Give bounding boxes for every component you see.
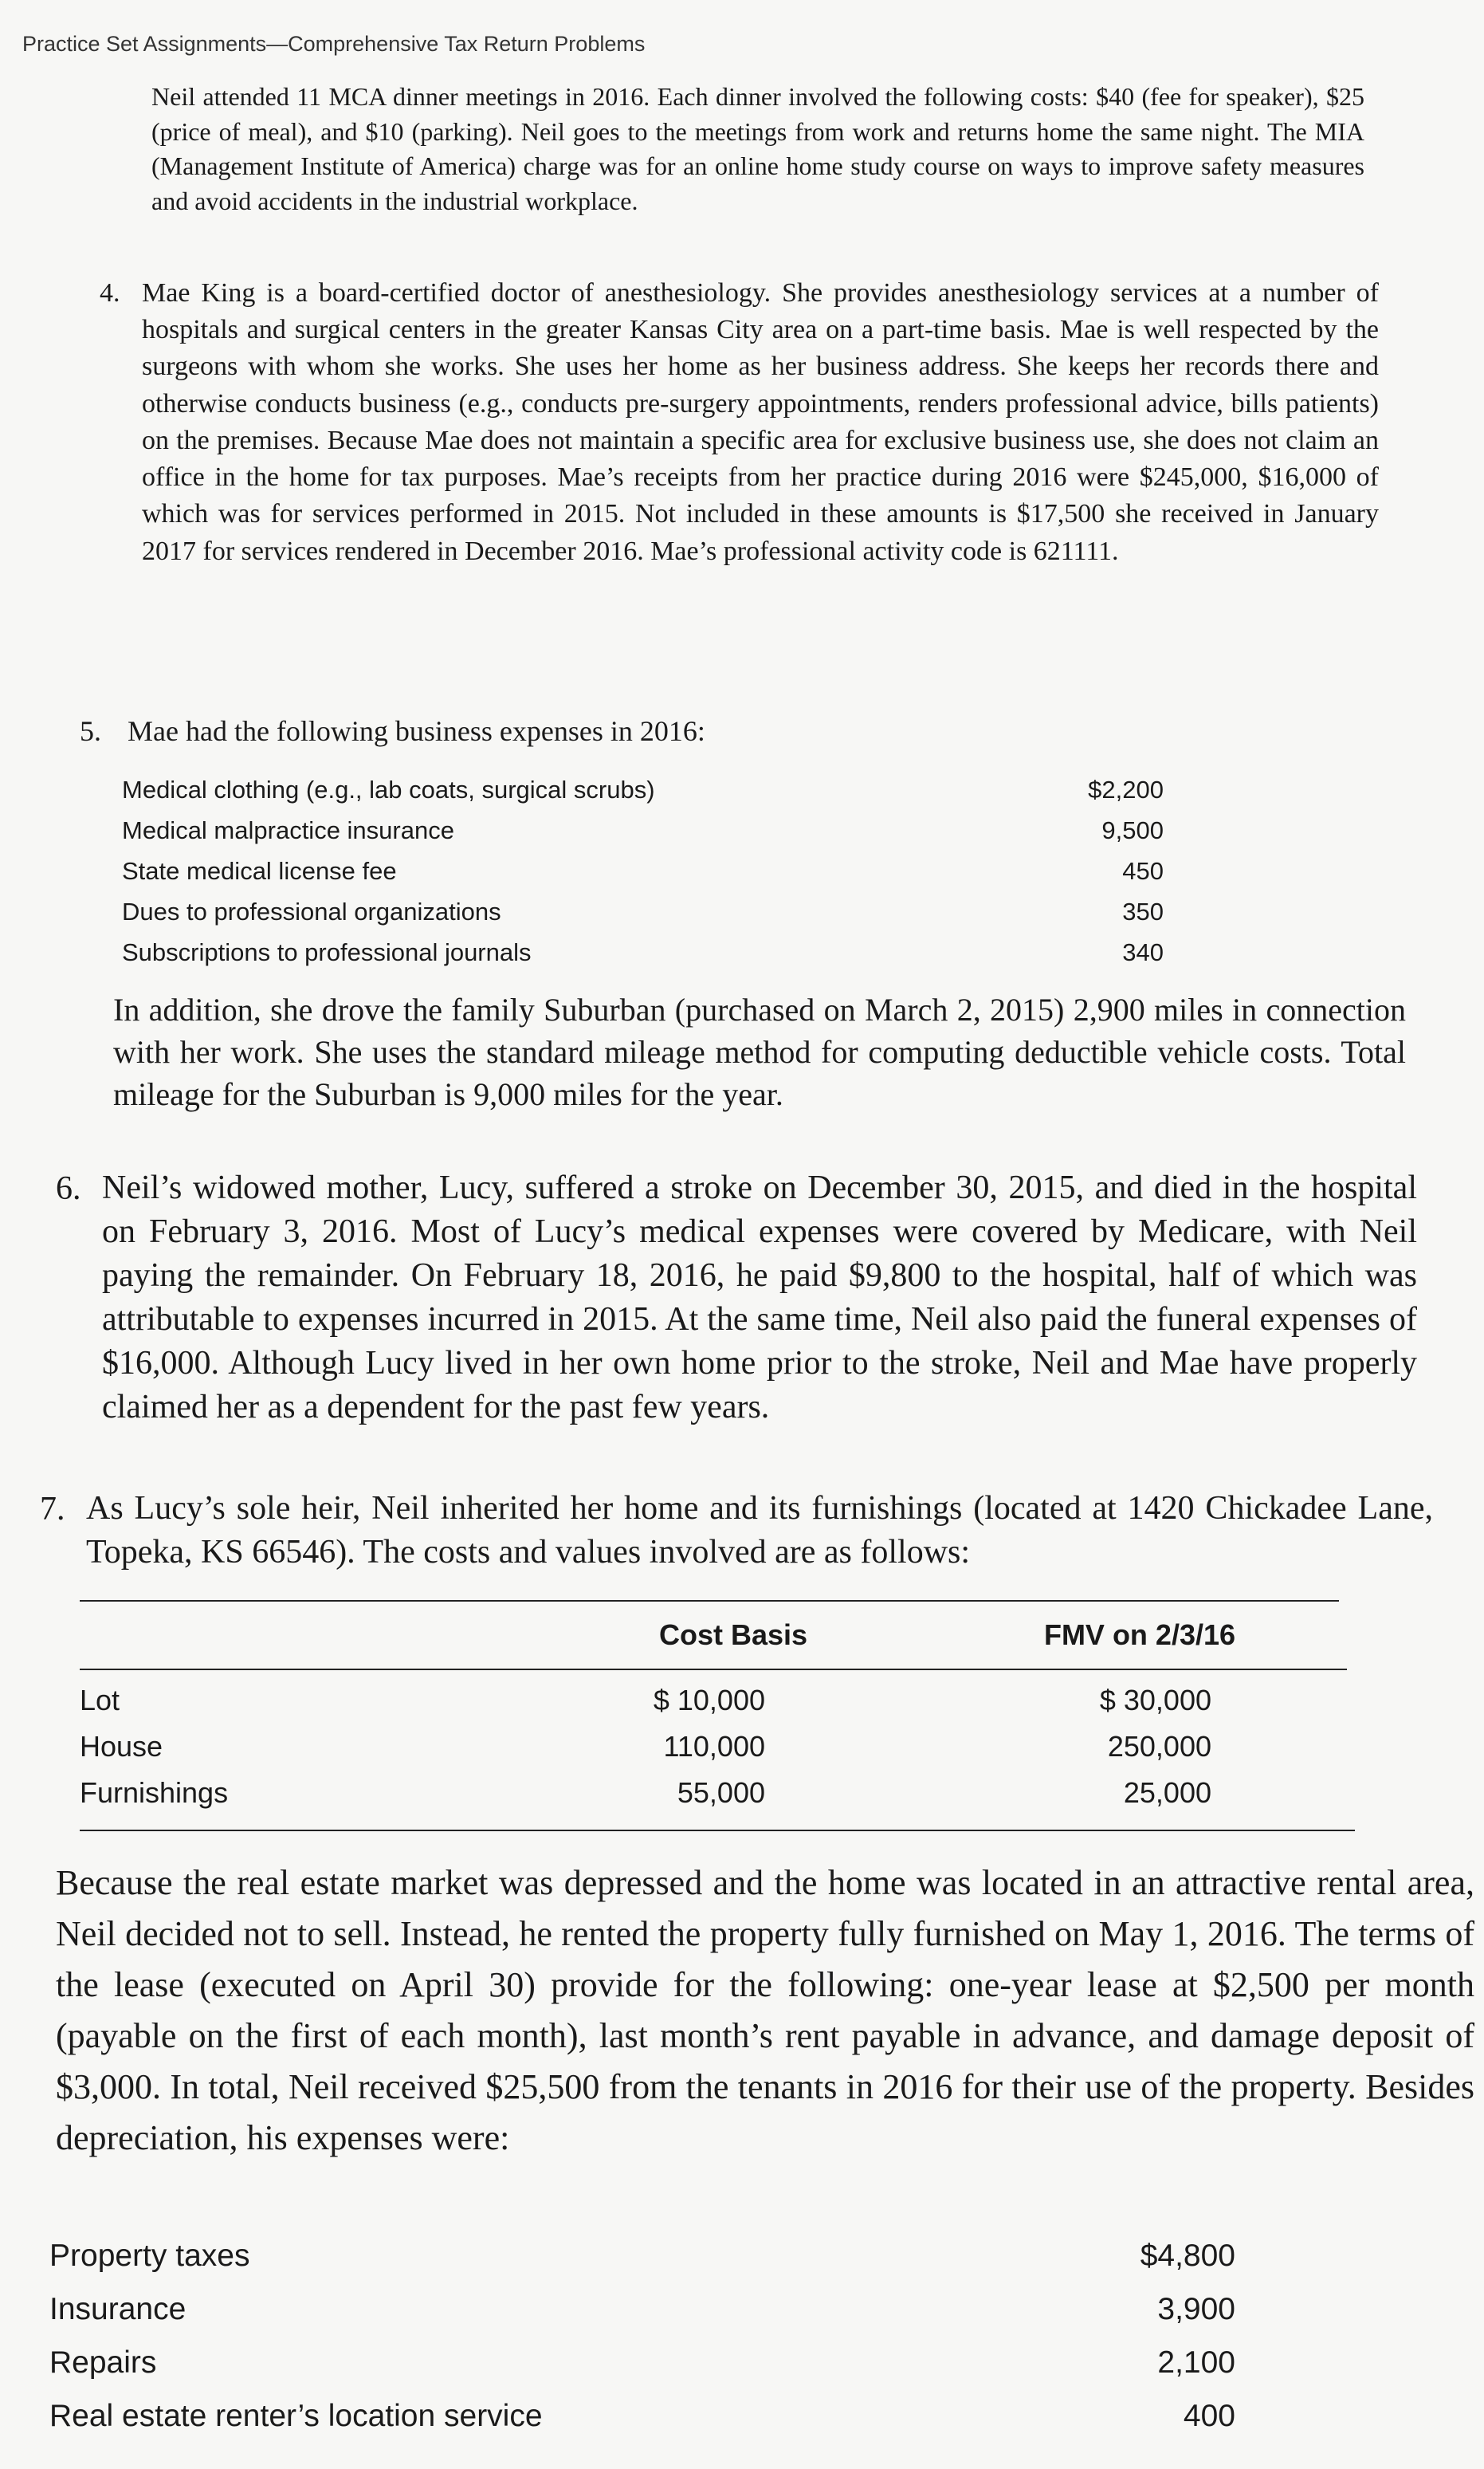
paragraph-neil-dinner: Neil attended 11 MCA dinner meetings in 2016. Each dinner involved the following costs: $40 (fee for speaker), $25 (price of meal), and $10 (parking). Neil goes to the meetings from work and returns home the same night. The MIA (Management Institute of America) charge was for an online home study course on ways to improve safety measures and avoid accidents in the industrial workplace. <box>151 82 1364 215</box>
expense-amount: 350 <box>1122 898 1164 926</box>
table-cell-fmv: $ 30,000 <box>1099 1684 1211 1716</box>
expense-amount: 9,500 <box>1101 816 1164 844</box>
table-cell-fmv: 250,000 <box>1107 1730 1211 1763</box>
table-cell-cost: 55,000 <box>677 1776 765 1809</box>
item-5-intro: Mae had the following business expenses in 2016: <box>128 715 705 747</box>
expense-label: Dues to professional organizations <box>122 898 501 926</box>
item-6-number: 6. <box>56 1170 81 1207</box>
table-row-label: House <box>80 1730 163 1763</box>
item-7-rental-text: Because the real estate market was depressed and the home was located in an attractive rental area, Neil decided not to sell. Instead, he rented the property fully furnished on May 1, 2016. The terms of the lease (executed on April 30) provide for the following: one-year lease at $2,500 per month (payable on the first of each month), last month’s rent payable in advance, and damage deposit of $3,000. In total, Neil received $25,500 from the tenants in 2016 for their use of the property. Besides depreciation, his expenses were: <box>56 1863 1474 2158</box>
item-7-number: 7. <box>40 1491 65 1527</box>
rental-expense-amount: $4,800 <box>1140 2239 1235 2273</box>
item-7-intro: As Lucy’s sole heir, Neil inherited her home and its furnishings (located at 1420 Chickadee Lane, Topeka, KS 66546). The costs and values involved are as follows: <box>86 1490 1433 1571</box>
item-5-mileage-text: In addition, she drove the family Suburban (purchased on March 2, 2015) 2,900 miles in connection with her work. She uses the standard mileage method for computing deductible vehicle costs. Total mileage for the Suburban is 9,000 miles for the year. <box>113 992 1406 1113</box>
header-fmv: FMV on 2/3/16 <box>1043 1618 1236 1651</box>
table-cell-fmv: 25,000 <box>1123 1776 1211 1809</box>
table-cell-cost: 110,000 <box>663 1730 765 1763</box>
table-row-label: Lot <box>80 1684 120 1716</box>
rental-expense-amount: 2,100 <box>1157 2345 1235 2380</box>
expense-amount: $2,200 <box>1088 776 1164 804</box>
table-header-rule <box>80 1669 1347 1670</box>
item-5-number: 5. <box>80 715 101 747</box>
item-4-text: Mae King is a board-certified doctor of anesthesiology. She provides anesthesiology services at a number of hospitals and surgical centers in the greater Kansas City area on a part-time basis. Mae is well respected by the surgeons with whom she works. She uses her home as her business address. She keeps her records there and otherwise conducts business (e.g., conducts pre-surgery appointments, renders professional advice, bills patients) on the premises. Because Mae does not maintain a specific area for exclusive business use, she does not claim an office in the home for tax purposes. Mae’s receipts from her practice during 2016 were $245,000, $16,000 of which was for services performed in 2015. Not included in these amounts is $17,500 she received in January 2017 for services rendered in December 2016. Mae’s professional activity code is 621111. <box>142 278 1379 566</box>
expense-label: Medical clothing (e.g., lab coats, surgical scrubs) <box>122 776 655 804</box>
expense-label: State medical license fee <box>122 857 397 885</box>
item-4-number: 4. <box>100 278 120 308</box>
rental-expense-label: Insurance <box>49 2292 186 2326</box>
table-cell-cost: $ 10,000 <box>653 1684 765 1716</box>
header-cost-basis: Cost Basis <box>658 1618 808 1651</box>
rental-expense-amount: 3,900 <box>1157 2292 1235 2326</box>
expense-amount: 450 <box>1122 857 1164 885</box>
rental-expense-label: Real estate renter’s location service <box>49 2399 543 2433</box>
table-bottom-rule <box>80 1830 1355 1831</box>
expense-amount: 340 <box>1122 938 1164 966</box>
table-top-rule <box>80 1600 1339 1602</box>
expense-label: Subscriptions to professional journals <box>122 938 532 966</box>
rental-expense-label: Repairs <box>49 2345 157 2380</box>
rental-expense-amount: 400 <box>1183 2399 1235 2433</box>
page-header: Practice Set Assignments—Comprehensive Tax Return Problems <box>22 32 646 56</box>
rental-expense-label: Property taxes <box>49 2239 250 2273</box>
item-6-text: Neil’s widowed mother, Lucy, suffered a stroke on December 30, 2015, and died in the hospital on February 3, 2016. Most of Lucy’s medical expenses were covered by Medicare, with Neil paying the remainder. On February 18, 2016, he paid $9,800 to the hospital, half of which was attributable to expenses incurred in 2015. At the same time, Neil also paid the funeral expenses of $16,000. Although Lucy lived in her own home prior to the stroke, Neil and Mae have properly claimed her as a dependent for the past few years. <box>102 1170 1417 1426</box>
expense-label: Medical malpractice insurance <box>122 816 454 844</box>
table-row-label: Furnishings <box>80 1776 229 1809</box>
